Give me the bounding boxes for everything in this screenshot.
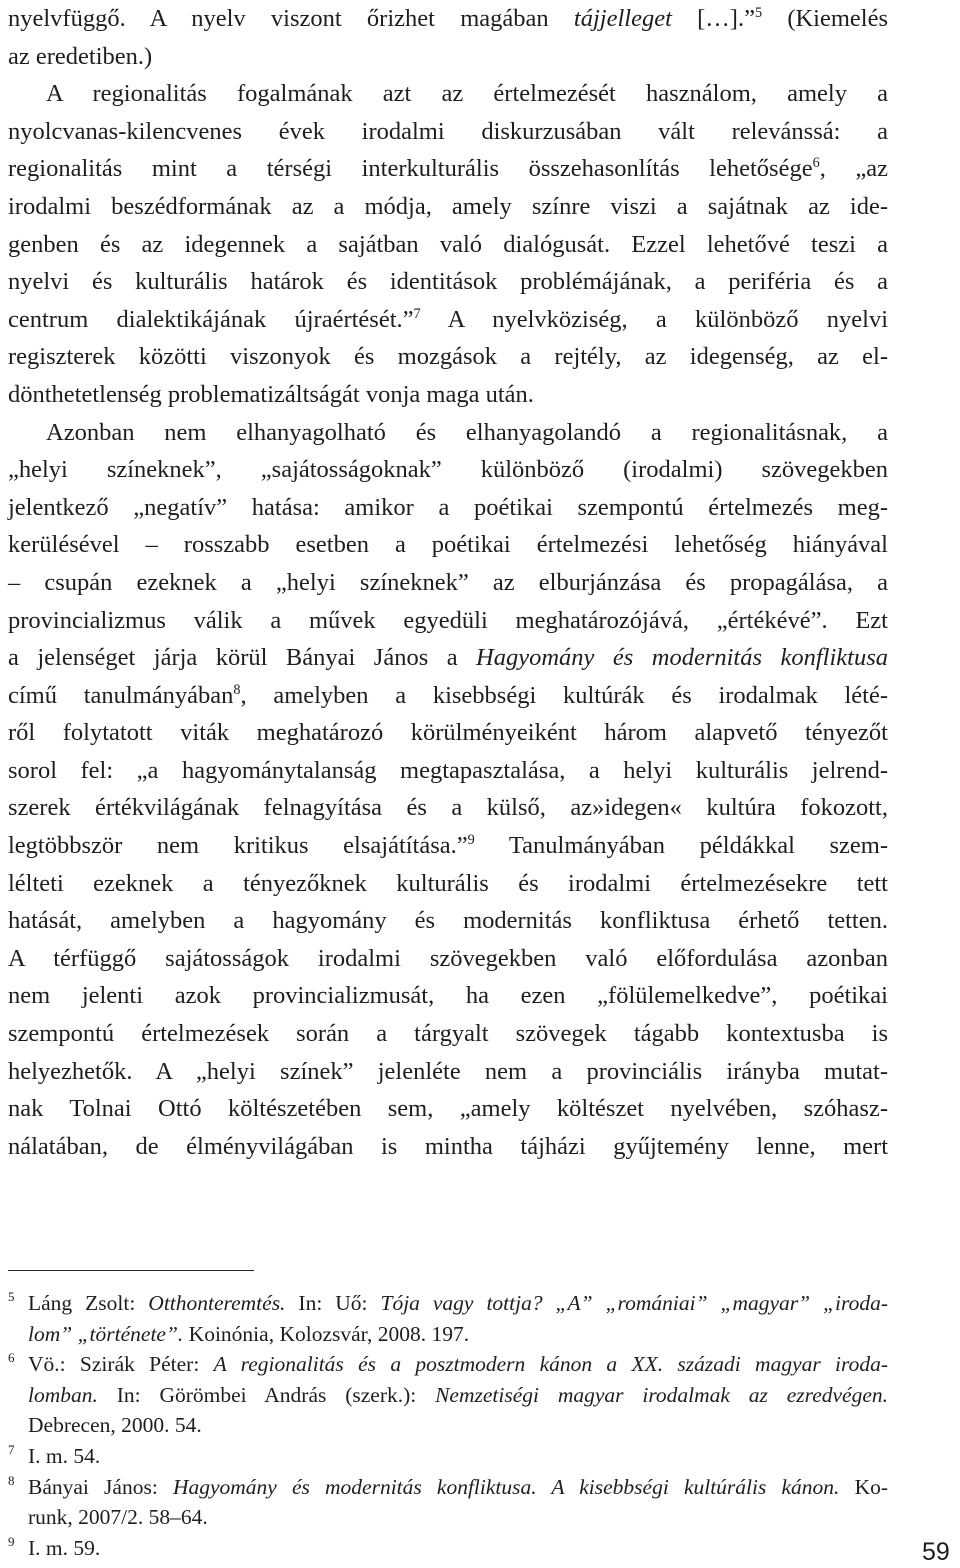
text-line: szempontú értelmezések során a tárgyalt szövegek tágabb kontextusba is: [8, 1020, 888, 1048]
text-line: nak Tolnai Ottó költészetében sem, „amely költészet nyelvében, szóhasz-: [8, 1095, 888, 1123]
text-line: genben és az idegennek a sajátban való dialógusát. Ezzel lehetővé teszi a: [8, 230, 888, 258]
footnote-line: Vö.: Szirák Péter: A regionalitás és a posztmodern kánon a XX. századi magyar iroda-: [28, 1352, 888, 1377]
text-line: lélteti ezeknek a tényezőknek kulturális és irodalmi értelmezésekre tett: [8, 869, 888, 897]
footnotes: [8, 1288, 888, 1563]
text-line: hatását, amelyben a hagyomány és modernitás konfliktusa érhető tetten.: [8, 907, 888, 935]
text-line: című tanulmányában$^8$, amelyben a kisebbségi kultúrák és irodalmak lété-: [8, 681, 889, 709]
text-line: jelentkező „negatív” hatása: amikor a poétikai szempontú értelmezés meg-: [8, 493, 888, 521]
text-line: nálatában, de élményvilágában is mintha tájházi gyűjtemény lenne, mert: [8, 1132, 888, 1160]
footnote-6: [8, 1349, 888, 1441]
text-line: „helyi színeknek”, „sajátosságoknak” különböző (irodalmi) szövegekben: [8, 456, 888, 484]
footnote-number: 6: [8, 1350, 15, 1366]
footnote-line: I. m. 54.: [28, 1443, 101, 1468]
text-line: a jelenséget járja körül Bányai János a Hagyomány és modernitás konfliktusa: [8, 644, 888, 672]
footnote-separator: [8, 1270, 254, 1271]
text-line: kerülésével – rosszabb esetben a poétikai értelmezési lehetőség hiányával: [8, 531, 888, 559]
page-number: 59: [922, 1538, 950, 1566]
text-line: legtöbbször nem kritikus elsajátítása.”$^9$ Tanulmányában példákkal szem-: [8, 831, 888, 860]
footnote-line: Bányai János: Hagyomány és modernitás konfliktusa. A kisebbségi kultúrális kánon. Ko-: [28, 1474, 889, 1499]
footnote-5: [8, 1288, 888, 1349]
text-line: az eredetiben.): [8, 42, 153, 70]
footnote-9: [8, 1533, 888, 1564]
text-line: regiszterek közötti viszonyok és mozgások a rejtély, az idegenség, az el-: [8, 343, 888, 371]
footnote-7: [8, 1441, 888, 1472]
footnote-line: I. m. 59.: [28, 1535, 101, 1560]
body-text: [8, 0, 888, 1165]
footnote-line: lom” „története”. Koinónia, Kolozsvár, 2008. 197.: [28, 1321, 470, 1346]
text-line: szerek értékvilágának felnagyítása és a külső, az»idegen« kultúra fokozott,: [8, 794, 888, 822]
footnote-number: 8: [8, 1472, 15, 1488]
text-line: centrum dialektikájának újraértését.”$^7$ A nyelvköziség, a különböző nyelvi: [8, 305, 888, 333]
text-line: – csupán ezeknek a „helyi színeknek” az elburjánzása és propagálása, a: [8, 568, 888, 596]
text-line: provincializmus válik a művek egyedüli meghatározójává, „értékévé”. Ezt: [8, 606, 888, 634]
text-line: ről folytatott viták meghatározó körülményeiként három alapvető tényezőt: [8, 719, 888, 747]
text-line: helyezhetők. A „helyi színek” jelenléte nem a provinciális irányba mutat-: [8, 1057, 888, 1085]
footnote-line: lomban. In: Görömbei András (szerk.): Nemzetiségi magyar irodalmak az ezredvégen.: [28, 1382, 889, 1407]
footnote-line: runk, 2007/2. 58–64.: [28, 1505, 208, 1530]
footnote-8: [8, 1472, 888, 1533]
footnote-number: 7: [8, 1441, 15, 1457]
text-line: nyelvfüggő. A nyelv viszont őrizhet magában tájjelleget […].”$^5$ (Kiemelés: [8, 4, 888, 32]
text-line: nem jelenti azok provincializmusát, ha ezen „fölülemelkedve”, poétikai: [8, 982, 888, 1010]
text-line: sorol fel: „a hagyománytalanság megtapasztalása, a helyi kulturális jelrend-: [8, 756, 888, 784]
page-body: [8, 0, 888, 1165]
footnote-line: Debrecen, 2000. 54.: [28, 1413, 202, 1438]
text-line: nyelvi és kulturális határok és identitások problémájának, a periféria és a: [8, 268, 888, 296]
footnote-line: Láng Zsolt: Otthonteremtés. In: Uő: Tója vagy tottja? „A” „romániai” „magyar” „iroda-: [28, 1291, 888, 1315]
text-line: irodalmi beszédformának az a módja, amely színre viszi a sajátnak az ide-: [8, 192, 888, 220]
footnote-number: 9: [8, 1533, 15, 1549]
text-line: dönthetetlenség problematizáltságát vonja maga után.: [8, 380, 534, 408]
text-line: A térfüggő sajátosságok irodalmi szövegekben való előfordulása azonban: [8, 944, 888, 972]
text-line: Azonban nem elhanyagolható és elhanyagolandó a regionalitásnak, a: [46, 418, 888, 446]
text-line: A regionalitás fogalmának azt az értelmezését használom, amely a: [46, 80, 888, 108]
text-line: regionalitás mint a térségi interkulturális összehasonlítás lehetősége$^6$, „az: [8, 155, 889, 183]
footnote-number: 5: [8, 1289, 15, 1304]
text-line: nyolcvanas-kilencvenes évek irodalmi diskurzusában vált relevánssá: a: [8, 117, 888, 145]
